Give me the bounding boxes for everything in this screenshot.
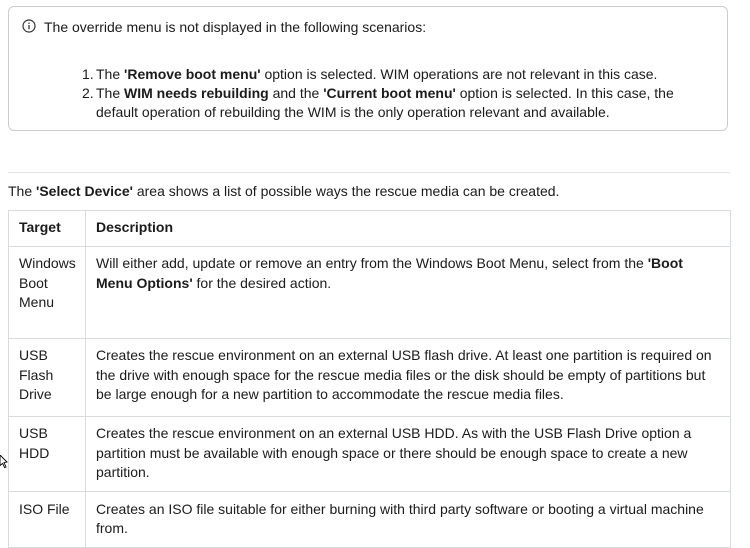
text-run: and the xyxy=(268,85,324,101)
list-item-text xyxy=(96,84,709,122)
list-item-number: 2. xyxy=(82,85,94,101)
text-run: option is selected. In this case, the default operation of rebuilding the WIM is the only operation relevant and available. xyxy=(96,85,674,120)
text-run: The xyxy=(96,66,125,82)
description-cell xyxy=(86,247,731,339)
bold-text-run: 'Boot Menu Options' xyxy=(96,255,683,291)
bold-text-run: 'Remove boot menu' xyxy=(124,66,261,82)
list-item-text xyxy=(96,65,709,84)
bold-text-run: 'Select Device' xyxy=(36,183,133,199)
target-cell: USB Flash Drive xyxy=(9,339,86,417)
bold-text-run: 'Current boot menu' xyxy=(323,85,456,101)
target-cell: ISO File xyxy=(9,491,86,547)
scenario-list xyxy=(9,65,709,122)
info-circle-icon xyxy=(22,19,36,33)
text-run: option is selected. WIM operations are not relevant in this case. xyxy=(260,66,658,82)
text-run: The xyxy=(8,183,37,199)
table-row xyxy=(9,339,731,417)
note-title: The override menu is not displayed in the following scenarios: xyxy=(44,19,427,35)
bold-text-run: WIM needs rebuilding xyxy=(124,85,269,101)
table-row xyxy=(9,491,731,547)
table-row xyxy=(9,417,731,492)
table-header-row xyxy=(9,211,731,247)
target-cell: USB HDD xyxy=(9,417,86,492)
text-run: Will either add, update or remove an entry from the Windows Boot Menu, select from the xyxy=(96,255,648,271)
target-cell: Windows Boot Menu xyxy=(9,247,86,339)
text-run: for the desired action. xyxy=(192,274,332,291)
list-item xyxy=(82,84,709,122)
table-row xyxy=(9,247,731,339)
device-table xyxy=(8,210,731,548)
column-header-target: Target xyxy=(9,211,86,247)
text-run: area shows a list of possible ways the rescue media can be created. xyxy=(132,183,560,199)
description-cell xyxy=(86,417,731,492)
text-run: Creates an ISO file suitable for either burning with third party software or booting a virtual machine from. xyxy=(96,500,704,536)
description-cell xyxy=(86,339,731,417)
select-device-intro xyxy=(8,182,559,201)
description-cell xyxy=(86,491,731,547)
section-divider xyxy=(8,172,730,173)
text-run: Creates the rescue environment on an external USB flash drive. At least one partition is required on the drive with enough space for the rescue media files or the disk should be empty of partitions but be large enough for a new partition to accommodate the rescue media files. xyxy=(96,347,712,402)
list-item xyxy=(82,65,709,84)
mouse-cursor-icon xyxy=(0,455,8,473)
override-menu-note xyxy=(8,6,728,131)
text-run: The xyxy=(96,85,125,101)
column-header-description: Description xyxy=(86,211,731,247)
text-run: Creates the rescue environment on an external USB HDD. As with the USB Flash Drive option a partition must be available with enough space or there should be enough space to create a new partition. xyxy=(96,425,692,480)
list-item-number: 1. xyxy=(82,66,94,82)
